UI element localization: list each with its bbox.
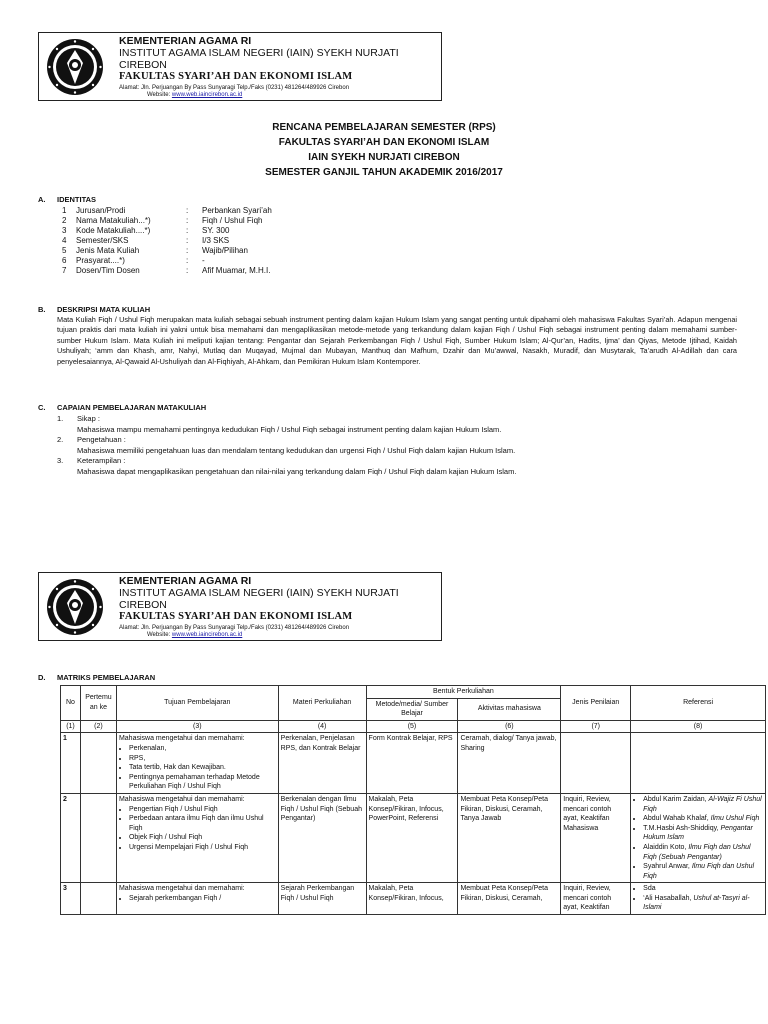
website-line: Website: www.web.iaincirebon.ac.id — [147, 632, 243, 639]
row-tujuan: Mahasiswa mengetahui dan memahami: • Pengertian Fiqh / Ushul Fiqh • Perbedaan antara ilmu Fiqh dan ilmu Ushul Fiqh • Objek Fiqh / Ushul Fiqh • Urgensi Mempelajari Fiqh / Ushul Fiqh — [116, 793, 278, 882]
outcome-item: 3. Keterampilan : — [57, 456, 126, 465]
identity-row: 2 Nama Matakuliah...*) : Fiqh / Ushul Fiqh — [62, 216, 263, 225]
row-aktivitas: Membuat Peta Konsep/Peta Fikiran, Diskusi, Ceramah, — [458, 883, 561, 915]
identity-row: 5 Jenis Mata Kuliah : Wajib/Pilihan — [62, 246, 248, 255]
list-item: • Perkenalan, — [129, 744, 276, 754]
col-bentuk: Bentuk Perkuliahan — [366, 686, 561, 699]
table-row — [61, 793, 766, 882]
list-item: • Pentingnya pemahaman terhadap Metode Perkuliahan Fiqh / Ushul Fiqh — [129, 773, 276, 792]
reference-item: • Alaiddin Koto, Ilmu Fiqh dan Ushul Fiqh (Sebuah Pengantar) — [643, 843, 763, 862]
list-item: • Objek Fiqh / Ushul Fiqh — [129, 833, 276, 843]
row-aktivitas: Ceramah, dialog/ Tanya jawab, Sharing — [458, 733, 561, 794]
row-referensi — [631, 883, 766, 915]
col-number: (1) — [61, 720, 81, 733]
column-number-row — [61, 720, 766, 733]
row-penilaian: Inquiri, Review, mencari contoh ayat, Keaktifan Mahasiswa — [561, 793, 631, 882]
list-item: • Pengertian Fiqh / Ushul Fiqh — [129, 805, 276, 815]
iain-logo-icon — [45, 577, 105, 637]
address: Alamat: Jln. Perjuangan By Pass Sunyaragi Telp./Faks (0231) 481264/489926 Cirebon — [119, 85, 350, 92]
col-no: No — [61, 686, 81, 721]
row-referensi — [631, 733, 766, 794]
row-no: 1 — [61, 733, 81, 794]
row-materi: Sejarah Perkembangan Fiqh / Ushul Fiqh — [278, 883, 366, 915]
row-no: 2 — [61, 793, 81, 882]
row-pertemuan — [80, 733, 116, 794]
row-penilaian — [561, 733, 631, 794]
letterhead-1 — [38, 32, 442, 101]
row-pertemuan — [80, 883, 116, 915]
row-materi: Berkenalan dengan Ilmu Fiqh / Ushul Fiqh (Sebuah Pengantar) — [278, 793, 366, 882]
institute-name: INSTITUT AGAMA ISLAM NEGERI (IAIN) SYEKH NURJATI CIREBON — [119, 47, 399, 72]
outcome-text: Mahasiswa mampu memahami pentingnya kedudukan Fiqh / Ushul Fiqh sebagai instrument penting dalam kajian Hukum Islam. — [77, 424, 502, 434]
reference-item: • ‘Ali Hasaballah, Ushul at-Tasyri al-Islami — [643, 894, 763, 913]
list-item: • Sejarah perkembangan Fiqh / — [129, 894, 276, 904]
list-item: • Tata tertib, Hak dan Kewajiban. — [129, 763, 276, 773]
website-link[interactable]: www.web.iaincirebon.ac.id — [171, 92, 243, 99]
table-row — [61, 733, 766, 794]
title-line-3: IAIN SYEKH NURJATI CIREBON — [308, 152, 460, 163]
iain-logo-icon — [45, 37, 105, 97]
row-referensi — [631, 793, 766, 882]
reference-item: • Sda — [643, 884, 763, 894]
institute-name: INSTITUT AGAMA ISLAM NEGERI (IAIN) SYEKH NURJATI CIREBON — [119, 587, 399, 612]
outcome-item: 2. Pengetahuan : — [57, 435, 126, 444]
section-a-letter: A. — [38, 195, 46, 204]
col-number: (7) — [561, 720, 631, 733]
row-materi: Perkenalan, Penjelasan RPS, dan Kontrak Belajar — [278, 733, 366, 794]
identity-row: 3 Kode Matakuliah....*) : SY. 300 — [62, 226, 230, 235]
section-b-heading: DESKRIPSI MATA KULIAH — [57, 305, 151, 314]
col-aktivitas: Aktivitas mahasiswa — [458, 698, 561, 720]
col-number: (2) — [80, 720, 116, 733]
identity-list — [62, 206, 272, 276]
letterhead-2 — [38, 572, 442, 641]
row-aktivitas: Membuat Peta Konsep/Peta Fikiran, Diskusi, Ceramah, Tanya Jawab — [458, 793, 561, 882]
section-a-heading: IDENTITAS — [57, 195, 97, 204]
reference-item: • T.M.Hasbi Ash-Shiddiqy, Pengantar Hukum Islam — [643, 824, 763, 843]
col-metode: Metode/media/ Sumber Belajar — [366, 698, 458, 720]
identity-row: 4 Semester/SKS : I/3 SKS — [62, 236, 230, 245]
col-materi: Materi Perkuliahan — [278, 686, 366, 721]
col-number: (3) — [116, 720, 278, 733]
row-metode: Form Kontrak Belajar, RPS — [366, 733, 458, 794]
row-no: 3 — [61, 883, 81, 915]
title-line-2: FAKULTAS SYARI’AH DAN EKONOMI ISLAM — [278, 137, 490, 148]
col-penilaian: Jenis Penilaian — [561, 686, 631, 721]
title-line-1: RENCANA PEMBELAJARAN SEMESTER (RPS) — [272, 122, 496, 133]
identity-row: 7 Dosen/Tim Dosen : Afif Muamar, M.H.I. — [62, 266, 271, 275]
row-tujuan: Mahasiswa mengetahui dan memahami: • Sejarah perkembangan Fiqh / — [116, 883, 278, 915]
title-line-4: SEMESTER GANJIL TAHUN AKADEMIK 2016/2017 — [265, 167, 503, 178]
table-row — [61, 883, 766, 915]
identity-row: 6 Prasyarat....*) : - — [62, 256, 205, 265]
faculty-name: FAKULTAS SYARI’AH DAN EKONOMI ISLAM — [119, 71, 353, 83]
section-b-letter: B. — [38, 305, 46, 314]
faculty-name: FAKULTAS SYARI’AH DAN EKONOMI ISLAM — [119, 611, 353, 623]
website-line: Website: www.web.iaincirebon.ac.id — [147, 92, 243, 99]
identity-row: 1 Jurusan/Prodi : Perbankan Syari’ah — [62, 206, 272, 215]
ministry-name: KEMENTERIAN AGAMA RI — [119, 575, 252, 587]
row-penilaian: Inquiri, Review, mencari contoh ayat, Keaktifan — [561, 883, 631, 915]
outcome-item: 1. Sikap : — [57, 414, 100, 423]
outcome-text: Mahasiswa dapat mengaplikasikan pengetahuan dan nilai-nilai yang terkandung dalam Fiqh / Ushul Fiqh dalam kajian Hukum Islam. — [77, 466, 517, 476]
website-link[interactable]: www.web.iaincirebon.ac.id — [171, 632, 243, 639]
address: Alamat: Jln. Perjuangan By Pass Sunyaragi Telp./Faks (0231) 481264/489926 Cirebon — [119, 625, 350, 632]
row-metode: Makalah, Peta Konsep/Fikiran, Infocus, — [366, 883, 458, 915]
col-number: (5) — [366, 720, 458, 733]
section-d-heading: MATRIKS PEMBELAJARAN — [57, 673, 156, 682]
document-title — [0, 120, 768, 180]
outcome-text: Mahasiswa memiliki pengetahuan luas dan mendalam tentang kedudukan dan urgensi Fiqh / Ushul Fiqh dalam kajian Hukum Islam. — [77, 445, 516, 455]
section-c-letter: C. — [38, 403, 46, 412]
col-pertemuan: Pertemu an ke — [80, 686, 116, 721]
list-item: • Urgensi Mempelajari Fiqh / Ushul Fiqh — [129, 843, 276, 853]
list-item: • Perbedaan antara ilmu Fiqh dan ilmu Ushul Fiqh — [129, 814, 276, 833]
col-referensi: Referensi — [631, 686, 766, 721]
col-number: (4) — [278, 720, 366, 733]
table-header-row — [61, 686, 766, 699]
reference-item: • Abdul Karim Zaidan, Al-Wajiz Fi Ushul Fiqh — [643, 795, 763, 814]
row-pertemuan — [80, 793, 116, 882]
course-description: Mata Kuliah Fiqh / Ushul Fiqh merupakan mata kuliah sebagai sebuah instrument penting dalam kajian Hukum Islam yang sangat penting untuk dipahami oleh mahasiswa Fakultas Syari’ah. Adapun mengenai tujuan praktis dari mata kuliah ini yakni untuk bisa memahami dan mengaplikasikan metode-metode yang terkandung dalam kajian Fiqh / Ushul Fiqh sebagai instrument penting dalam memahami sumber-sumber Hukum Islam. Mata Kuliah ini meliputi kajian tentang: Pengantar dan Sejarah Perkembangan Fiqh / Ushul Fiqh, Sumber Hukum Islam; Al-Qur’an, Hadits, Ijma’ dan Qiyas, Metode Ijtihad, Kaidah Ushuliyah; ‘amm dan Khash, amr, Nahyi, Mutlaq dan Muqayad, Mujmal dan Mubayan, Manthuq dan Mafhum, Dzahir dan Mu’awwal, Nasakh, Muradif, dan Musytarak, Ta’arudh Al-Adillah dan cara penyelesaiannya, Al-Qawaid Al-Ushuliyah dan Al-Fiqhiyah, Al-Ahkam, dan Pemikiran Hukum Islam Kontemporer. — [57, 315, 737, 366]
col-tujuan: Tujuan Pembelajaran — [116, 686, 278, 721]
col-number: (8) — [631, 720, 766, 733]
row-metode: Makalah, Peta Konsep/Fikiran, Infocus, PowerPoint, Referensi — [366, 793, 458, 882]
list-item: • RPS, — [129, 754, 276, 764]
row-tujuan: Mahasiswa mengetahui dan memahami: • Perkenalan, • RPS, • Tata tertib, Hak dan Kewajiban. • Pentingnya pemahaman terhadap Metode Perkuliahan Fiqh / Ushul Fiqh — [116, 733, 278, 794]
reference-item: • Abdul Wahab Khalaf, Ilmu Ushul Fiqh — [643, 814, 763, 824]
learning-outcomes — [57, 414, 516, 477]
ministry-name: KEMENTERIAN AGAMA RI — [119, 35, 252, 47]
section-d-letter: D. — [38, 673, 46, 682]
section-c-heading: CAPAIAN PEMBELAJARAN MATAKULIAH — [57, 403, 207, 412]
col-number: (6) — [458, 720, 561, 733]
reference-item: • Syahrul Anwar, Ilmu Fiqh dan Ushul Fiqh — [643, 862, 763, 881]
learning-matrix-table — [60, 685, 766, 915]
